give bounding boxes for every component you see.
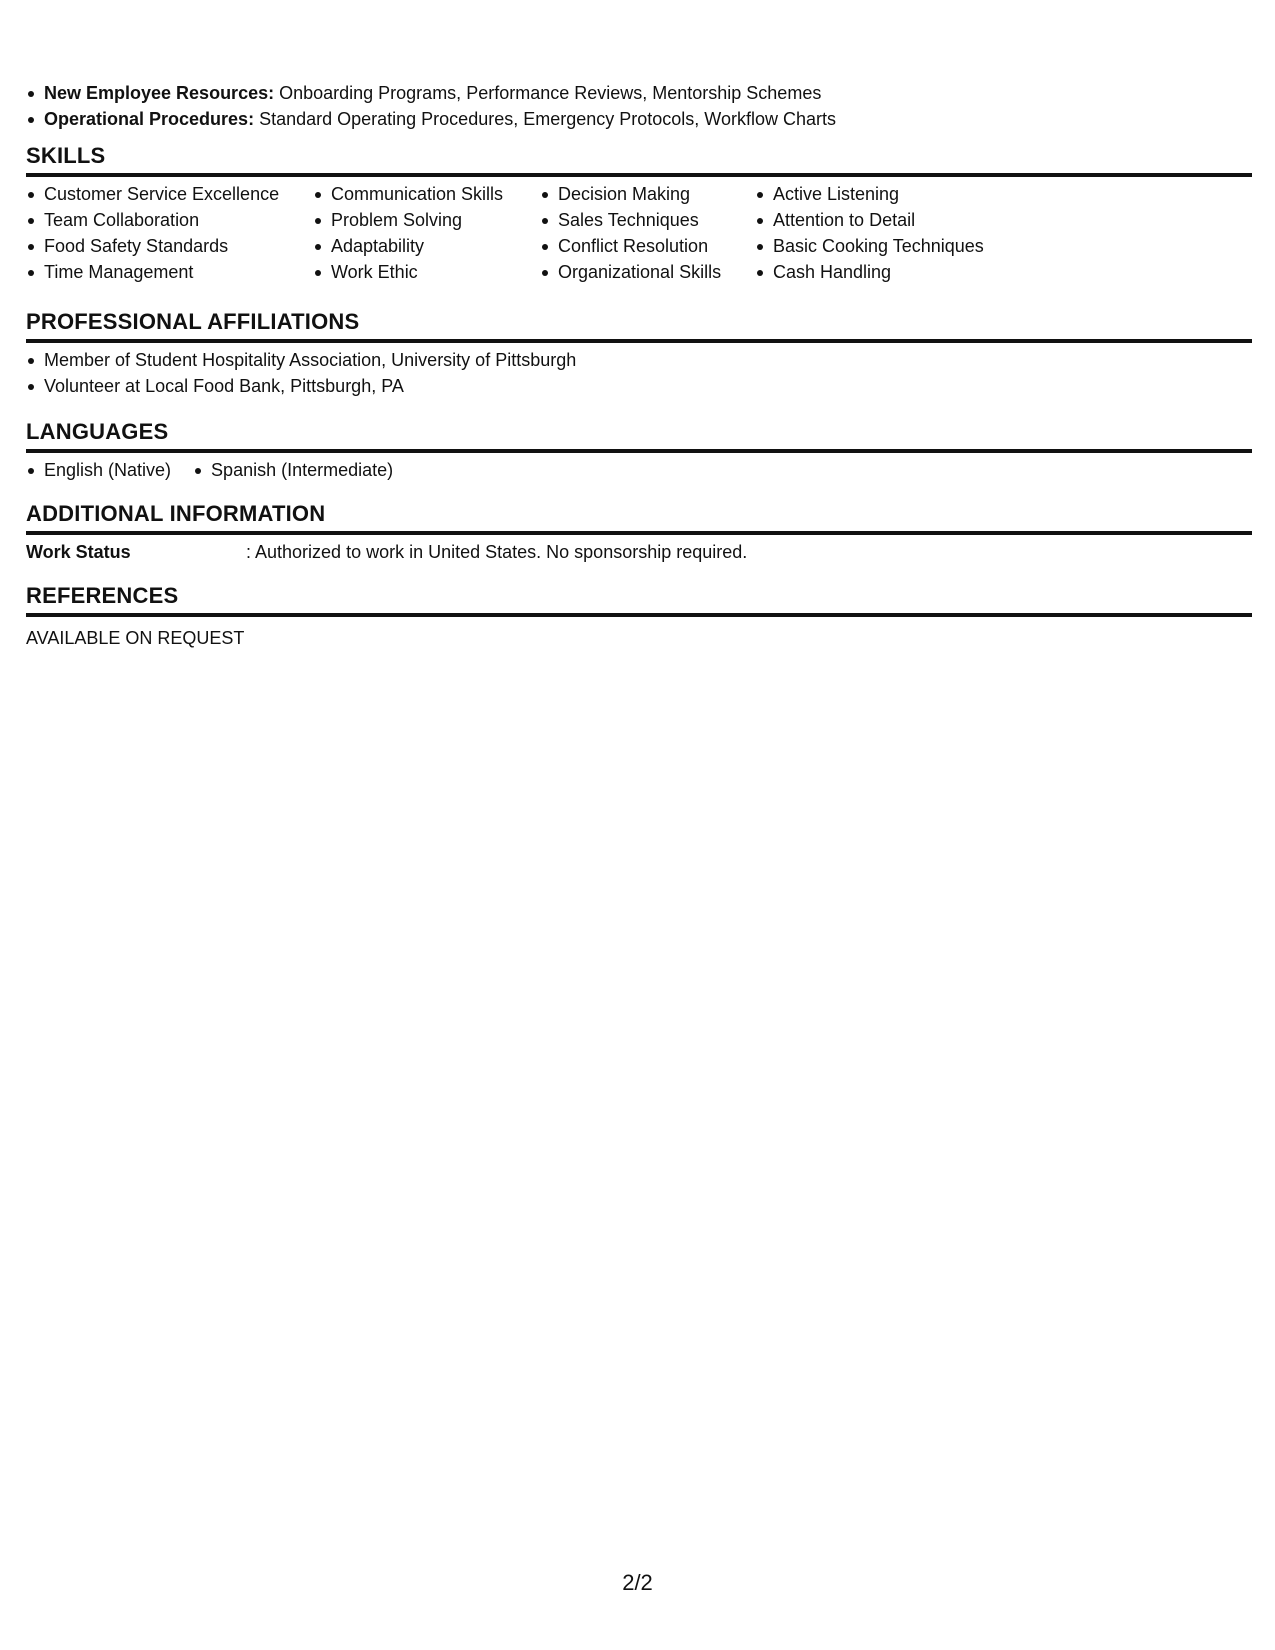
page-number: 2/2 <box>622 1570 653 1595</box>
section-divider <box>26 339 1252 343</box>
affiliation-item: Member of Student Hospitality Association, University of Pittsburgh <box>26 347 1252 373</box>
affiliations-list <box>26 347 1252 399</box>
work-status-row <box>26 539 1252 565</box>
skill-item: Customer Service Excellence <box>26 181 313 207</box>
item-text: Onboarding Programs, Performance Reviews, Mentorship Schemes <box>274 83 822 103</box>
item-label: New Employee Resources: <box>44 83 275 103</box>
skill-item: Adaptability <box>313 233 540 259</box>
resources-list <box>26 80 836 132</box>
section-divider <box>26 173 1252 177</box>
list-item <box>26 80 836 106</box>
skill-item: Cash Handling <box>755 259 1015 285</box>
section-heading-skills: SKILLS <box>26 143 106 168</box>
section-divider <box>26 449 1252 453</box>
section-divider <box>26 613 1252 617</box>
skill-item: Basic Cooking Techniques <box>755 233 1015 259</box>
additional-info-section <box>26 500 1252 565</box>
item-text: Standard Operating Procedures, Emergency Protocols, Workflow Charts <box>254 109 836 129</box>
skill-item: Conflict Resolution <box>540 233 755 259</box>
section-heading-references: REFERENCES <box>26 583 179 608</box>
section-heading-affiliations: PROFESSIONAL AFFILIATIONS <box>26 309 360 334</box>
work-status-label: Work Status <box>26 542 131 562</box>
skills-column <box>540 181 755 285</box>
skill-item: Work Ethic <box>313 259 540 285</box>
list-item <box>26 106 836 132</box>
languages-section <box>26 418 1252 483</box>
languages-list <box>26 457 1252 483</box>
skills-section <box>26 142 1252 285</box>
section-heading-languages: LANGUAGES <box>26 419 169 444</box>
skills-column <box>755 181 1015 285</box>
skill-item: Decision Making <box>540 181 755 207</box>
skill-item: Time Management <box>26 259 313 285</box>
skill-item: Active Listening <box>755 181 1015 207</box>
skill-item: Problem Solving <box>313 207 540 233</box>
section-divider <box>26 531 1252 535</box>
skill-item: Sales Techniques <box>540 207 755 233</box>
skills-grid <box>26 181 1252 285</box>
references-text: AVAILABLE ON REQUEST <box>26 628 245 648</box>
section-heading-additional: ADDITIONAL INFORMATION <box>26 501 326 526</box>
work-status-value: : Authorized to work in United States. No sponsorship required. <box>246 542 748 562</box>
skill-item: Food Safety Standards <box>26 233 313 259</box>
references-section <box>26 582 1252 651</box>
skill-item: Communication Skills <box>313 181 540 207</box>
skills-column <box>26 181 313 285</box>
affiliations-section <box>26 308 1252 399</box>
skill-item: Attention to Detail <box>755 207 1015 233</box>
affiliation-item: Volunteer at Local Food Bank, Pittsburgh, PA <box>26 373 1252 399</box>
item-label: Operational Procedures: <box>44 109 255 129</box>
skill-item: Team Collaboration <box>26 207 313 233</box>
skills-column <box>313 181 540 285</box>
skill-item: Organizational Skills <box>540 259 755 285</box>
language-item: English (Native) <box>26 457 171 483</box>
language-item: Spanish (Intermediate) <box>193 457 393 483</box>
